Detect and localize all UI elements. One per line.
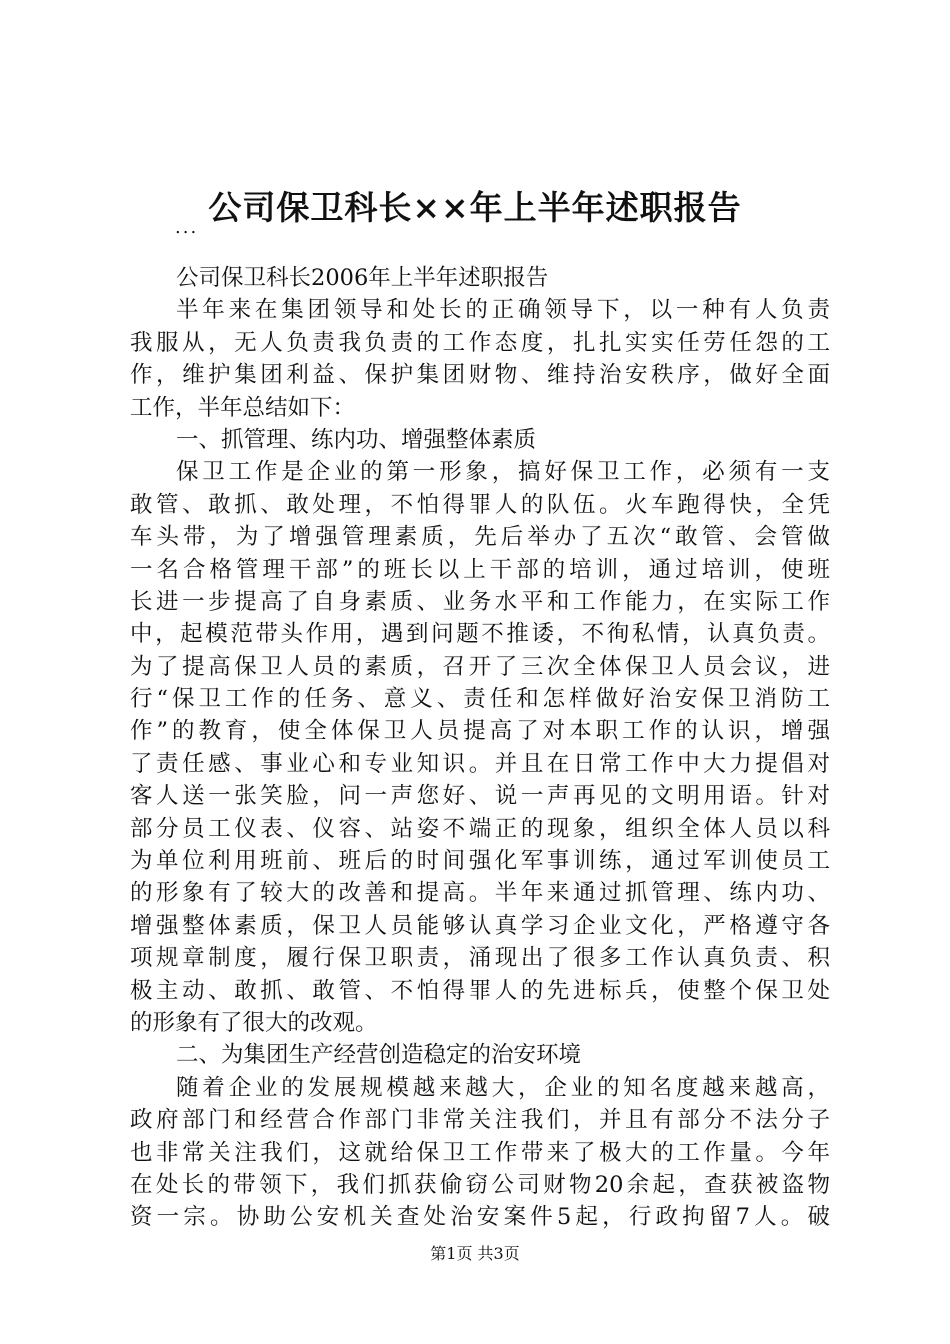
paragraph-line: 随着企业的发展规模越来越大，企业的知名度越来越高，	[176, 1074, 830, 1101]
paragraph-line: 极主动、敢抓、敢管、不怕得罪人的先进标兵，使整个保卫处	[130, 977, 830, 1004]
paragraph-line: 行“保卫工作的任务、意义、责任和怎样做好治安保卫消防工	[130, 686, 830, 713]
subtitle-line: 公司保卫科长2006年上半年述职报告	[176, 265, 549, 291]
paragraph-line: 中，起模范带头作用，遇到问题不推诿，不徇私情，认真负责。	[130, 621, 830, 648]
paragraph-line: 客人送一张笑脸，问一声您好、说一声再见的文明用语。针对	[130, 783, 830, 810]
paragraph-line: 政府部门和经营合作部门非常关注我们，并且有部分不法分子	[130, 1107, 830, 1134]
paragraph-line: 为单位利用班前、班后的时间强化军事训练，通过军训使员工	[130, 848, 830, 875]
paragraph-line: 在处长的带领下，我们抓获偷窃公司财物20余起，查获被盗物	[130, 1171, 830, 1198]
section-heading: 二、为集团生产经营创造稳定的治安环境	[176, 1042, 582, 1069]
paragraph-line: 作”的教育，使全体保卫人员提高了对本职工作的认识，增强	[130, 718, 830, 745]
paragraph-line: 半年来在集团领导和处长的正确领导下，以一种有人负责	[176, 297, 830, 324]
paragraph-line: 工作，半年总结如下：	[130, 394, 356, 421]
paragraph-line: 的形象有了很大的改观。	[130, 1009, 378, 1036]
paragraph-line: 的形象有了较大的改善和提高。半年来通过抓管理、练内功、	[130, 880, 830, 907]
page-footer: 第1页 共3页	[430, 1244, 520, 1263]
paragraph-line: 保卫工作是企业的第一形象，搞好保卫工作，必须有一支	[176, 459, 830, 486]
paragraph-line: 为了提高保卫人员的素质，召开了三次全体保卫人员会议，进	[130, 653, 830, 680]
paragraph-line: 也非常关注我们，这就给保卫工作带来了极大的工作量。今年	[130, 1139, 830, 1166]
document-title: 公司保卫科长××年上半年述职报告	[208, 188, 742, 227]
paragraph-line: 敢管、敢抓、敢处理，不怕得罪人的队伍。火车跑得快，全凭	[130, 491, 830, 518]
paragraph-line: 了责任感、事业心和专业知识。并且在日常工作中大力提倡对	[130, 750, 830, 777]
paragraph-line: 车头带，为了增强管理素质，先后举办了五次“敢管、会管做	[130, 524, 830, 551]
section-heading: 一、抓管理、练内功、增强整体素质	[176, 426, 537, 453]
paragraph-line: 长进一步提高了自身素质、业务水平和工作能力，在实际工作	[130, 588, 830, 615]
paragraph-line: 部分员工仪表、仪容、站姿不端正的现象，组织全体人员以科	[130, 815, 830, 842]
paragraph-line: 资一宗。协助公安机关查处治安案件5起，行政拘留7人。破	[130, 1204, 830, 1231]
title-ellipsis: ...	[175, 217, 199, 238]
paragraph-line: 作，维护集团利益、保护集团财物、维持治安秩序，做好全面	[130, 362, 830, 389]
paragraph-line: 项规章制度，履行保卫职责，涌现出了很多工作认真负责、积	[130, 945, 830, 972]
paragraph-line: 增强整体素质，保卫人员能够认真学习企业文化，严格遵守各	[130, 912, 830, 939]
paragraph-line: 一名合格管理干部”的班长以上干部的培训，通过培训，使班	[130, 556, 830, 583]
document-body	[130, 262, 830, 1234]
paragraph-line: 我服从，无人负责我负责的工作态度，扎扎实实任劳任怨的工	[130, 329, 830, 356]
